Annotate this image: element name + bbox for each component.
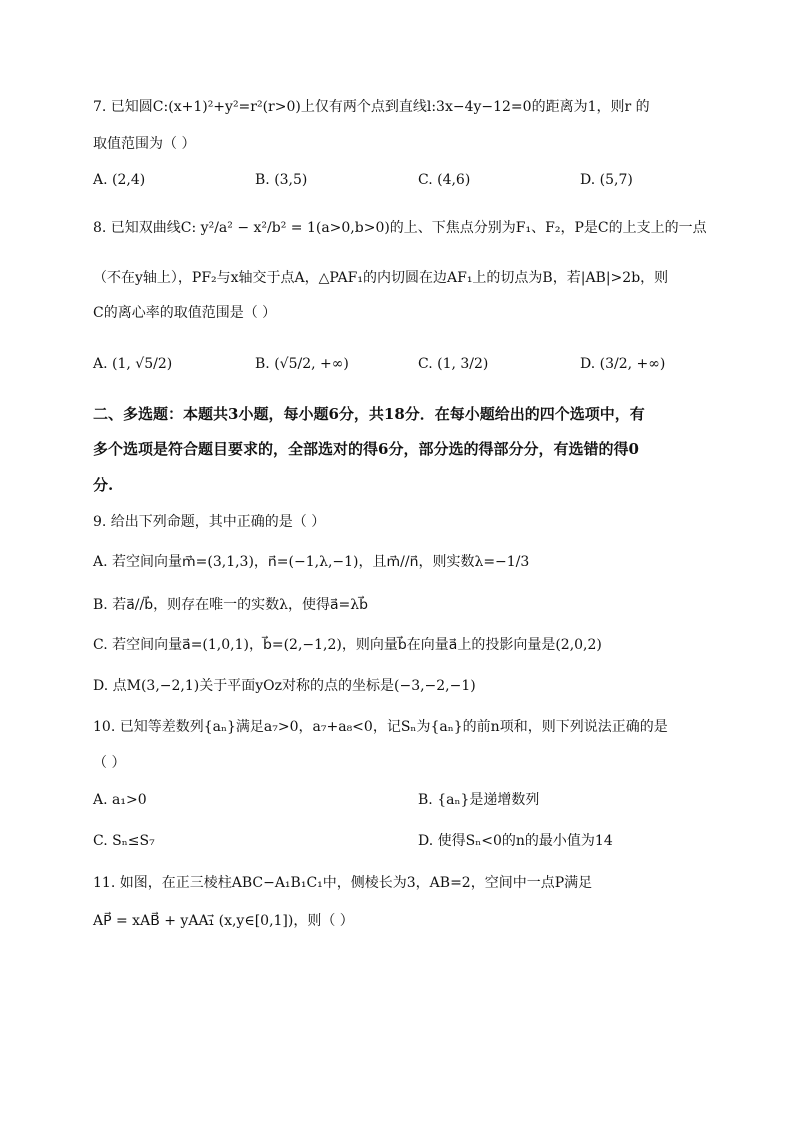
q11-stem-line2: AP⃗ = xAB⃗ + yAA₁⃗ (x,y∈[0,1])，则（ ）: [93, 913, 354, 929]
q9-option-b: B. 若a⃗//b⃗，则存在唯一的实数λ，使得a⃗=λb⃗: [93, 597, 369, 613]
q10-stem-line2: （ ）: [93, 755, 126, 771]
q9-option-a: A. 若空间向量m⃗=(3,1,3)，n⃗=(−1,λ,−1)，且m⃗//n⃗，则实数λ=−1/3: [93, 554, 530, 570]
q8-stem-line3: C的离心率的取值范围是（ ）: [93, 305, 277, 321]
q8-option-b: B. (√5/2, +∞): [255, 356, 349, 372]
section2-heading-line3: 分.: [93, 476, 114, 494]
q7-option-b: B. (3,5): [255, 172, 308, 188]
q10-stem-line1: 10. 已知等差数列{aₙ}满足a₇>0，a₇+a₈<0，记Sₙ为{aₙ}的前n项和，则下列说法正确的是: [93, 719, 668, 735]
q10-option-b: B. {aₙ}是递增数列: [418, 792, 540, 808]
q10-option-a: A. a₁>0: [93, 792, 147, 808]
section2-heading-line1: 二、多选题：本题共3小题，每小题6分，共18分．在每小题给出的四个选项中，有: [93, 405, 645, 423]
q9-option-d: D. 点M(3,−2,1)关于平面yOz对称的点的坐标是(−3,−2,−1): [93, 678, 476, 694]
q10-option-c: C. Sₙ≤S₇: [93, 833, 155, 849]
q8-option-c: C. (1, 3/2): [418, 356, 489, 372]
q7-option-d: D. (5,7): [580, 172, 633, 188]
q10-option-d: D. 使得Sₙ<0的n的最小值为14: [418, 833, 613, 849]
q9-option-c: C. 若空间向量a⃗=(1,0,1)，b⃗=(2,−1,2)，则向量b⃗在向量a⃗上的投影向量是(2,0,2): [93, 637, 602, 653]
q7-option-a: A. (2,4): [93, 172, 146, 188]
q7-option-c: C. (4,6): [418, 172, 471, 188]
q11-stem-line1: 11. 如图，在正三棱柱ABC−A₁B₁C₁中，侧棱长为3，AB=2，空间中一点P满足: [93, 875, 593, 891]
q8-stem-line2: （不在y轴上），PF₂与x轴交于点A，△PAF₁的内切圆在边AF₁上的切点为B，若|AB|>2b，则: [93, 270, 669, 286]
q8-option-d: D. (3/2, +∞): [580, 356, 666, 372]
q7-stem-line1: 7. 已知圆C:(x+1)²+y²=r²(r>0)上仅有两个点到直线l:3x−4y−12=0的距离为1，则r 的: [93, 99, 650, 115]
q8-stem-line1: 8. 已知双曲线C: y²/a² − x²/b² = 1(a>0,b>0)的上、下焦点分别为F₁、F₂，P是C的上支上的一点: [93, 220, 707, 236]
q8-option-a: A. (1, √5/2): [93, 356, 173, 372]
q9-stem: 9. 给出下列命题，其中正确的是（ ）: [93, 514, 326, 530]
section2-heading-line2: 多个选项是符合题目要求的，全部选对的得6分，部分选的得部分分，有选错的得0: [93, 440, 639, 458]
q7-stem-line2: 取值范围为（ ）: [93, 136, 196, 152]
